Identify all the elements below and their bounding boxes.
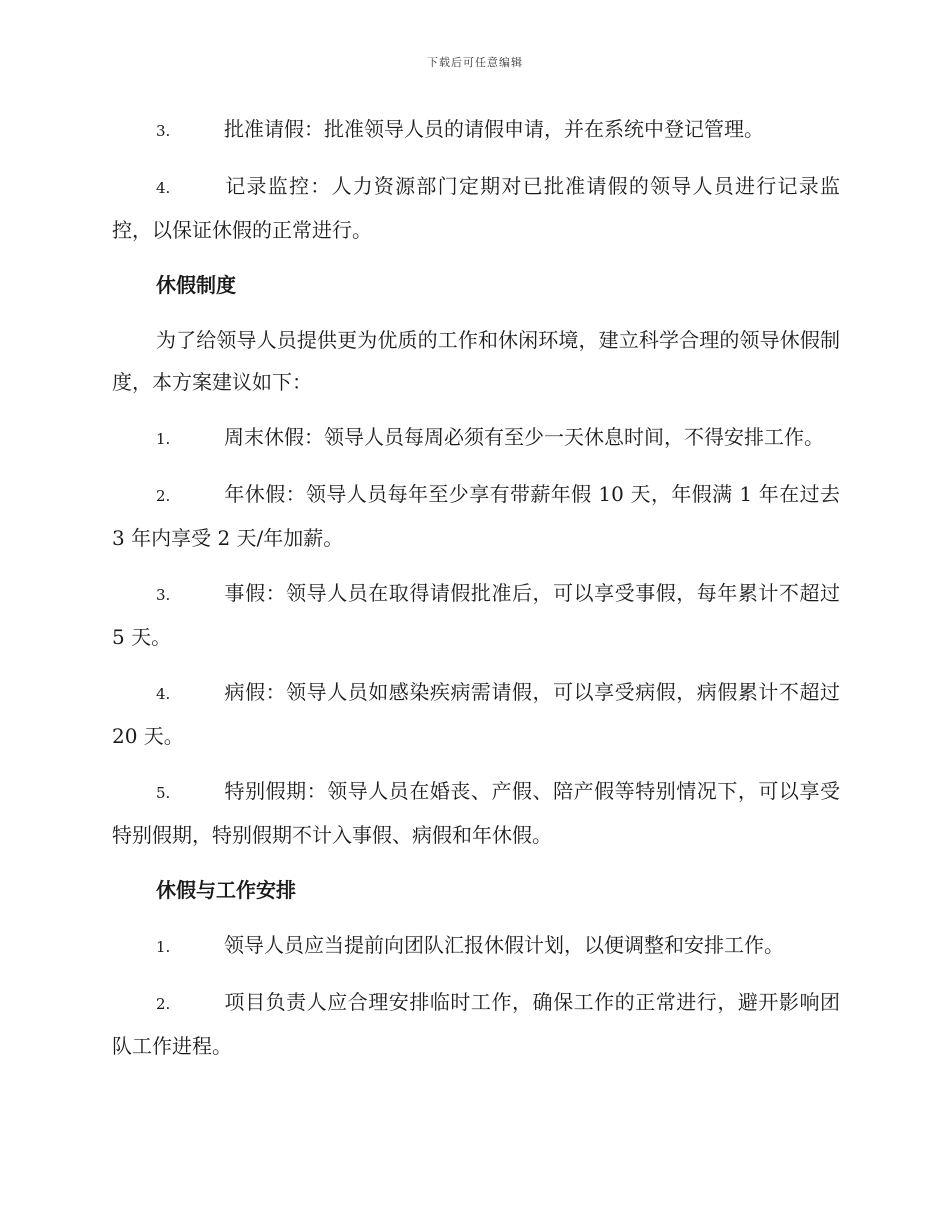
- item-number: 2.: [156, 995, 171, 1013]
- item-number: 1.: [156, 938, 171, 956]
- page-header: 下载后可任意编辑: [427, 56, 523, 69]
- intro-paragraph: 为了给领导人员提供更为优质的工作和休闲环境，建立科学合理的领导休假制度，本方案建议如下：: [112, 328, 840, 394]
- item-number: 2.: [156, 487, 171, 505]
- document-body: [112, 108, 840, 1080]
- item-number: 3.: [156, 122, 171, 140]
- item-number: 4.: [156, 179, 171, 197]
- item-number: 3.: [156, 586, 171, 604]
- item-text: 项目负责人应合理安排临时工作，确保工作的正常进行，避开影响团队工作进程。: [112, 990, 840, 1058]
- list-item: [112, 671, 840, 757]
- section-heading-leave-system: 休假制度: [156, 273, 236, 297]
- list-item: [112, 165, 840, 251]
- list-item: [112, 473, 840, 559]
- item-text: 记录监控：人力资源部门定期对已批准请假的领导人员进行记录监控，以保证休假的正常进行。: [112, 174, 840, 242]
- section-heading-work-arrangement: 休假与工作安排: [156, 878, 296, 902]
- item-number: 1.: [156, 430, 171, 448]
- item-text: 领导人员应当提前向团队汇报休假计划，以便调整和安排工作。: [224, 933, 784, 957]
- item-number: 5.: [156, 784, 171, 802]
- item-text: 周末休假：领导人员每周必须有至少一天休息时间，不得安排工作。: [224, 425, 824, 449]
- item-text: 年休假：领导人员每年至少享有带薪年假 10 天，年假满 1 年在过去 3 年内享受 2 天/年加薪。: [112, 482, 840, 550]
- list-item: [112, 572, 840, 658]
- item-text: 批准请假：批准领导人员的请假申请，并在系统中登记管理。: [224, 117, 764, 141]
- item-text: 事假：领导人员在取得请假批准后，可以享受事假，每年累计不超过 5 天。: [112, 581, 840, 649]
- item-text: 特别假期：领导人员在婚丧、产假、陪产假等特别情况下，可以享受特别假期，特别假期不计入事假、病假和年休假。: [112, 779, 840, 847]
- list-item: [112, 981, 840, 1067]
- list-item: [112, 416, 840, 460]
- item-text: 病假：领导人员如感染疾病需请假，可以享受病假，病假累计不超过 20 天。: [112, 680, 840, 748]
- item-number: 4.: [156, 685, 171, 703]
- list-item: [112, 924, 840, 968]
- list-item: [112, 108, 840, 152]
- list-item: [112, 770, 840, 856]
